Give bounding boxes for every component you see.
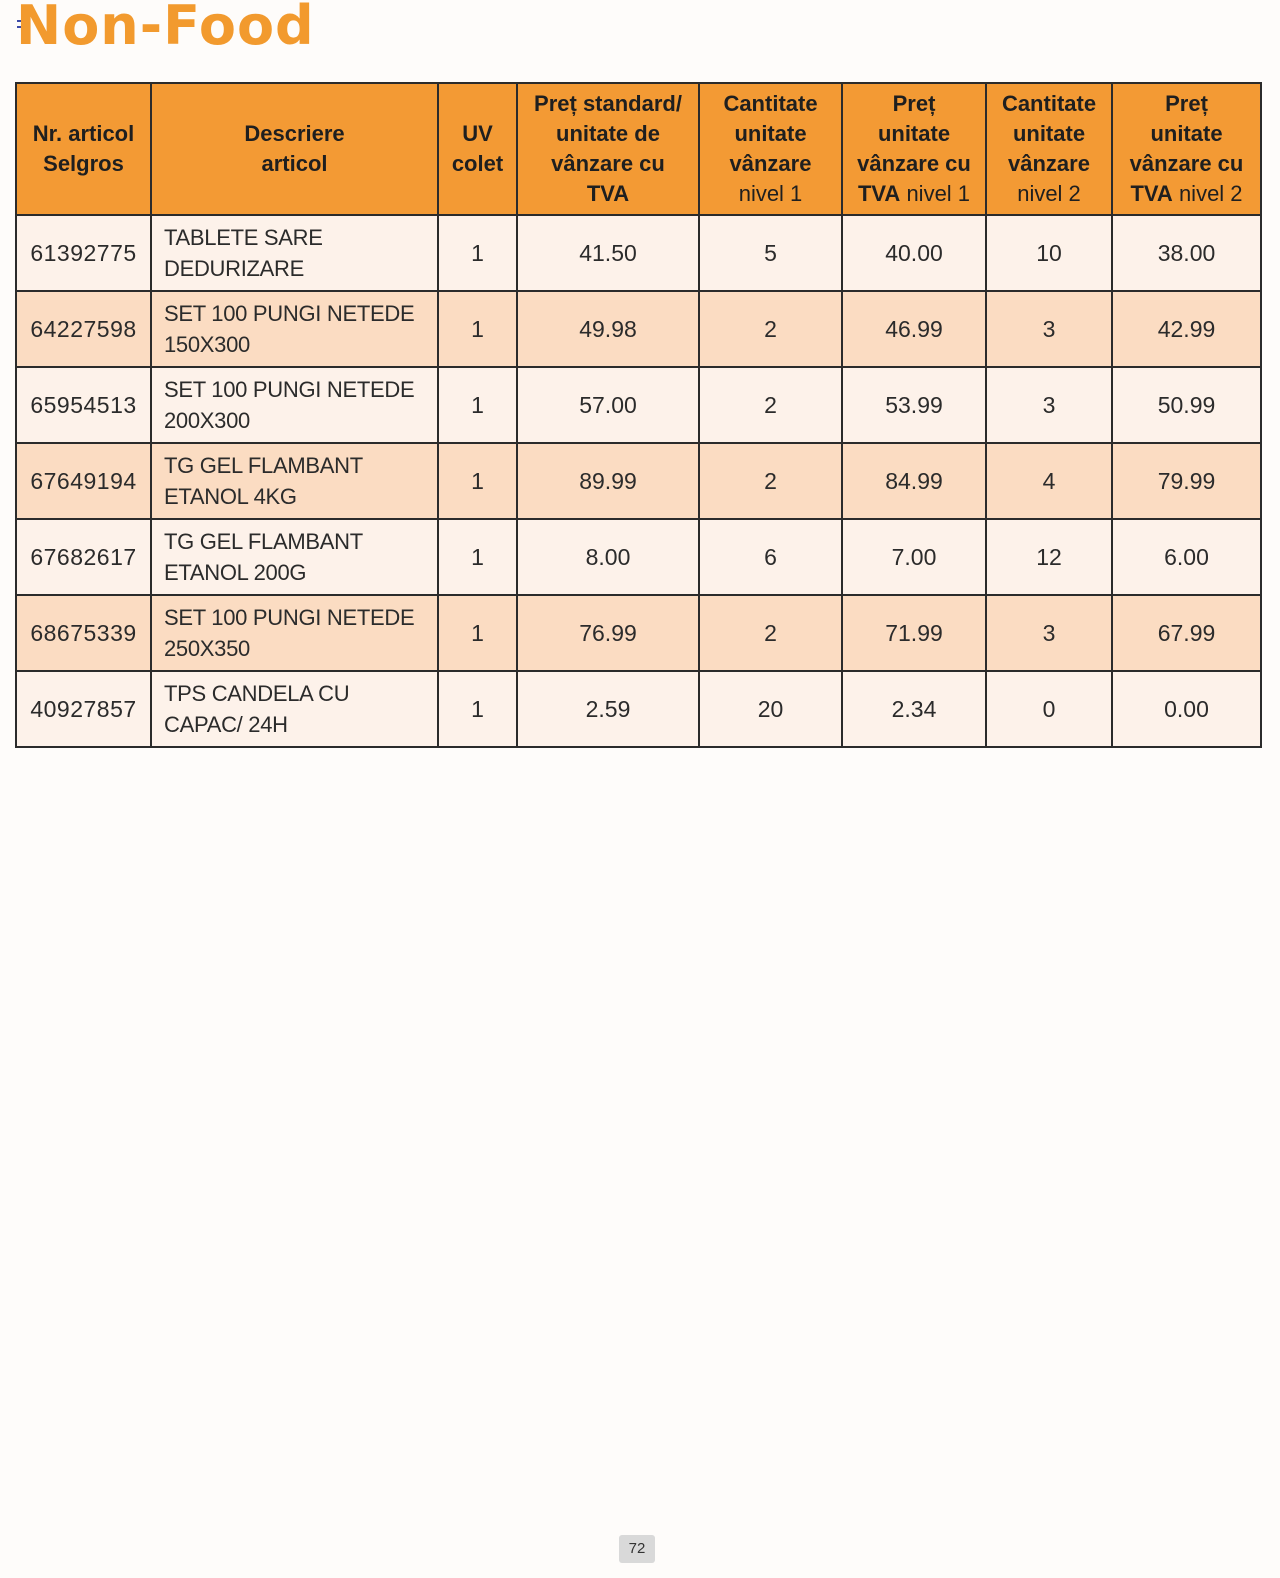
cell-standard-price: 41.50 (517, 215, 699, 291)
cell-description (151, 367, 438, 443)
header-line: Nr. articol (32, 121, 135, 146)
table-row (16, 595, 1261, 671)
cell-description (151, 443, 438, 519)
description-line: DEDURIZARE (164, 256, 305, 281)
column-header-description (151, 83, 438, 215)
cell-qty-level1: 2 (699, 595, 842, 671)
cell-qty-level1: 2 (699, 443, 842, 519)
header-line-suffix: nivel 2 (1172, 181, 1243, 206)
price-table (15, 82, 1262, 748)
header-line: articol (261, 151, 328, 176)
header-line: UV (462, 121, 493, 146)
description-line: ETANOL 4KG (164, 484, 297, 509)
description-line: SET 100 PUNGI NETEDE (164, 377, 415, 402)
cell-uv: 1 (438, 367, 517, 443)
header-line: TVA (857, 181, 901, 206)
cell-description (151, 671, 438, 747)
cell-qty-level2: 10 (986, 215, 1112, 291)
cell-description (151, 291, 438, 367)
header-line: unitate (877, 121, 951, 146)
cell-uv: 1 (438, 215, 517, 291)
cell-uv: 1 (438, 291, 517, 367)
column-header-price-level1 (842, 83, 986, 215)
cell-sku: 67682617 (16, 519, 151, 595)
cell-qty-level1: 6 (699, 519, 842, 595)
cell-uv: 1 (438, 443, 517, 519)
cell-description (151, 595, 438, 671)
cell-standard-price: 89.99 (517, 443, 699, 519)
cell-price-level1: 7.00 (842, 519, 986, 595)
cell-standard-price: 49.98 (517, 291, 699, 367)
cell-sku: 64227598 (16, 291, 151, 367)
description-line: SET 100 PUNGI NETEDE (164, 301, 415, 326)
description-line: TG GEL FLAMBANT (164, 529, 363, 554)
header-line: Cantitate (1001, 91, 1097, 116)
cell-sku: 67649194 (16, 443, 151, 519)
column-header-uv (438, 83, 517, 215)
cell-price-level1: 53.99 (842, 367, 986, 443)
header-line: unitate (1012, 121, 1086, 146)
header-line: Descriere (244, 121, 345, 146)
cell-price-level1: 40.00 (842, 215, 986, 291)
header-line: TVA (1130, 181, 1173, 206)
description-line: ETANOL 200G (164, 560, 307, 585)
cell-standard-price: 76.99 (517, 595, 699, 671)
table-row (16, 443, 1261, 519)
header-line: TVA (586, 181, 630, 206)
cell-sku: 68675339 (16, 595, 151, 671)
header-line: nivel 2 (1017, 181, 1081, 206)
header-line: Preț standard/ (534, 91, 682, 116)
cell-price-level1: 84.99 (842, 443, 986, 519)
header-line: colet (451, 151, 504, 176)
cell-price-level2: 67.99 (1112, 595, 1261, 671)
cell-qty-level2: 12 (986, 519, 1112, 595)
table-header-row (16, 83, 1261, 215)
cell-price-level1: 46.99 (842, 291, 986, 367)
table-body (16, 215, 1261, 747)
cell-price-level2: 0.00 (1112, 671, 1261, 747)
column-header-standard-price (517, 83, 699, 215)
cell-description (151, 215, 438, 291)
header-line: Preț (1165, 91, 1208, 116)
cell-price-level2: 79.99 (1112, 443, 1261, 519)
header-line: vânzare cu (551, 151, 665, 176)
cell-qty-level1: 20 (699, 671, 842, 747)
cell-qty-level2: 0 (986, 671, 1112, 747)
cell-qty-level1: 2 (699, 367, 842, 443)
column-header-price-level2 (1112, 83, 1261, 215)
description-line: CAPAC/ 24H (164, 712, 288, 737)
column-header-sku (16, 83, 151, 215)
cell-standard-price: 8.00 (517, 519, 699, 595)
header-line: vânzare (729, 151, 812, 176)
cell-qty-level2: 3 (986, 291, 1112, 367)
description-line: SET 100 PUNGI NETEDE (164, 605, 415, 630)
description-line: 200X300 (164, 408, 250, 433)
table-row (16, 215, 1261, 291)
header-line: vânzare cu (857, 151, 971, 176)
header-line: Cantitate (723, 91, 818, 116)
cell-uv: 1 (438, 595, 517, 671)
cell-qty-level2: 3 (986, 595, 1112, 671)
description-line: TPS CANDELA CU (164, 681, 350, 706)
cell-price-level2: 38.00 (1112, 215, 1261, 291)
table-row (16, 291, 1261, 367)
description-line: 250X350 (164, 636, 250, 661)
cell-qty-level2: 3 (986, 367, 1112, 443)
table-row (16, 367, 1261, 443)
header-line-suffix: nivel 1 (900, 181, 971, 206)
description-line: TG GEL FLAMBANT (164, 453, 363, 478)
header-line: nivel 1 (738, 181, 803, 206)
header-line: vânzare cu (1129, 151, 1244, 176)
cell-price-level2: 42.99 (1112, 291, 1261, 367)
cell-price-level1: 71.99 (842, 595, 986, 671)
cell-price-level2: 50.99 (1112, 367, 1261, 443)
cell-sku: 61392775 (16, 215, 151, 291)
cell-price-level2: 6.00 (1112, 519, 1261, 595)
page-number: 72 (619, 1535, 655, 1563)
table-row (16, 671, 1261, 747)
column-header-qty-level2 (986, 83, 1112, 215)
table-row (16, 519, 1261, 595)
cell-qty-level1: 5 (699, 215, 842, 291)
header-line: unitate de (556, 121, 660, 146)
cell-standard-price: 57.00 (517, 367, 699, 443)
cell-description (151, 519, 438, 595)
cell-sku: 40927857 (16, 671, 151, 747)
description-line: TABLETE SARE (164, 225, 323, 250)
description-line: 150X300 (164, 332, 250, 357)
header-line: Preț (892, 91, 936, 116)
column-header-qty-level1 (699, 83, 842, 215)
header-line: Selgros (43, 151, 124, 176)
cell-standard-price: 2.59 (517, 671, 699, 747)
header-line: vânzare (1008, 151, 1090, 176)
cell-uv: 1 (438, 519, 517, 595)
cell-qty-level1: 2 (699, 291, 842, 367)
cell-qty-level2: 4 (986, 443, 1112, 519)
page-title: Non-Food (16, 0, 315, 57)
header-line: unitate (734, 121, 807, 146)
cell-sku: 65954513 (16, 367, 151, 443)
cell-price-level1: 2.34 (842, 671, 986, 747)
cell-uv: 1 (438, 671, 517, 747)
header-line: unitate (1150, 121, 1223, 146)
